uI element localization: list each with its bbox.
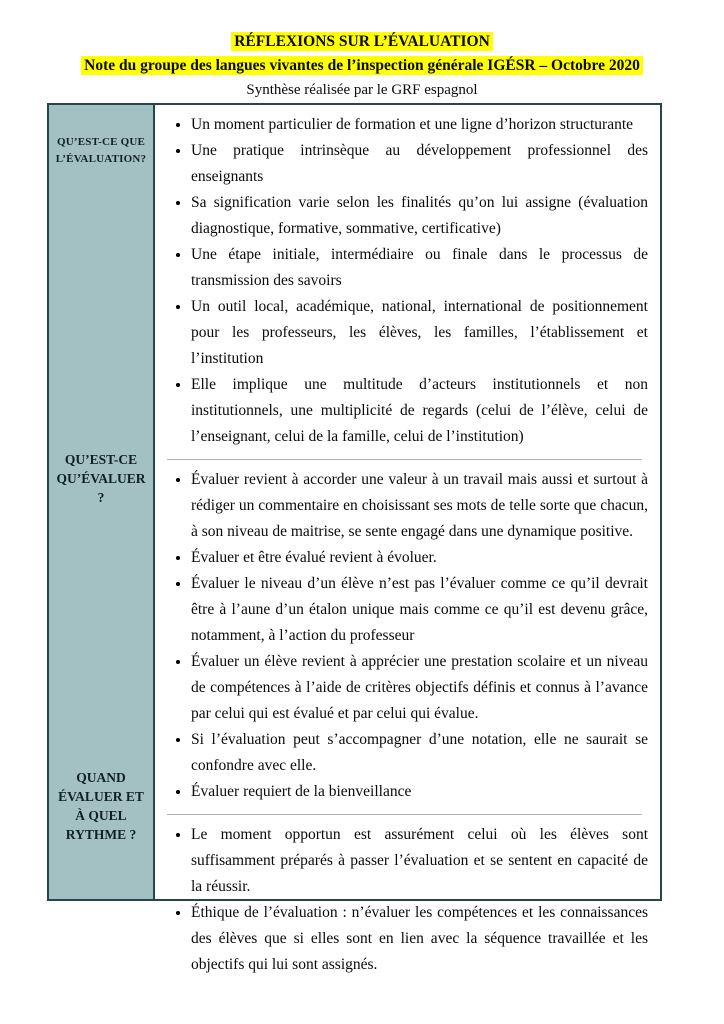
row-label-line: ÉVALUER ET — [58, 789, 144, 804]
bullet-item: • Évaluer un élève revient à apprécier une prestation scolaire et un niveau de compétences à l’aide de critères objectifs définis et connus à l’avance par celui qui est évalué et par celui qui évalue. — [191, 649, 648, 727]
document-header — [0, 0, 724, 99]
bullet-item: • Évaluer et être évalué revient à évoluer. — [191, 545, 648, 571]
bullet-item: • Une étape initiale, intermédiaire ou finale dans le processus de transmission des savoirs — [191, 242, 648, 294]
row-label-line: QU’EST-CE QUE — [56, 136, 146, 148]
bullet-item: • Une pratique intrinsèque au développement professionnel des enseignants — [191, 138, 648, 190]
bullet-item: • Un outil local, académique, national, international de positionnement pour les professeurs, les élèves, les familles, l’établissement et l’institution — [191, 294, 648, 372]
section-divider — [167, 459, 642, 460]
bullet-item: • Évaluer revient à accorder une valeur à un travail mais aussi et surtout à rédiger un commentaire en choisissant ses mots de telle sorte que chacun, à son niveau de maitrise, se sente engagé dans une dynamique positive. — [191, 467, 648, 545]
row-label-what-is-evaluating — [49, 450, 153, 507]
row-label-line: RYTHME ? — [65, 827, 137, 842]
title-row — [0, 33, 724, 50]
byline-row — [0, 81, 724, 99]
row-label-line: À QUEL — [75, 808, 127, 823]
row-label-line: QUAND — [76, 770, 126, 785]
bullet-item: • Elle implique une multitude d’acteurs institutionnels et non institutionnels, une multiplicité de regards (celui de l’élève, celui de l’enseignant, celui de la famille, celui de l’institution) — [191, 372, 648, 450]
bullet-list — [165, 112, 648, 450]
bullet-list — [165, 467, 648, 805]
row-label-line: L’ÉVALUATION? — [55, 153, 147, 165]
document-title: RÉFLEXIONS SUR L’ÉVALUATION — [231, 32, 493, 51]
bullet-item: • Évaluer le niveau d’un élève n’est pas l’évaluer comme ce qu’il devrait être à l’aune d’un étalon unique mais comme ce qu’il est devenu grâce, notamment, à l’action du professeur — [191, 571, 648, 649]
section-when-to-evaluate — [165, 822, 648, 978]
bullet-item: • Évaluer requiert de la bienveillance — [191, 779, 648, 805]
document-byline: Synthèse réalisée par le GRF espagnol — [246, 82, 478, 98]
section-what-is-evaluation — [165, 112, 648, 450]
row-label-when-to-evaluate — [49, 768, 153, 844]
section-divider — [167, 814, 642, 815]
section-what-is-evaluating — [165, 467, 648, 805]
content-table — [47, 103, 662, 973]
row-label-what-is-evaluation — [49, 134, 153, 168]
bullet-item: • Un moment particulier de formation et une ligne d’horizon structurante — [191, 112, 648, 138]
row-label-line: QU’ÉVALUER — [56, 471, 146, 486]
bullet-item: • Si l’évaluation peut s’accompagner d’une notation, elle ne saurait se confondre avec elle. — [191, 727, 648, 779]
document-subtitle: Note du groupe des langues vivantes de l’inspection générale IGÉSR – Octobre 2020 — [81, 56, 643, 75]
row-label-line: QU’EST-CE — [64, 452, 138, 467]
bullet-list — [165, 822, 648, 978]
bullet-item: • Le moment opportun est assurément celui où les élèves sont suffisamment préparés à passer l’évaluation et se sentent en capacité de la réussir. — [191, 822, 648, 900]
subtitle-row — [0, 57, 724, 74]
table-content-column — [155, 105, 660, 973]
row-label-line: ? — [97, 490, 105, 505]
bullet-item: • Éthique de l’évaluation : n’évaluer les compétences et les connaissances des élèves que si elles sont en lien avec la séquence travaillée et les objectifs qui lui sont assignés. — [191, 900, 648, 978]
bullet-item: • Sa signification varie selon les finalités qu’on lui assigne (évaluation diagnostique, formative, sommative, certificative) — [191, 190, 648, 242]
table-label-column — [49, 105, 155, 899]
